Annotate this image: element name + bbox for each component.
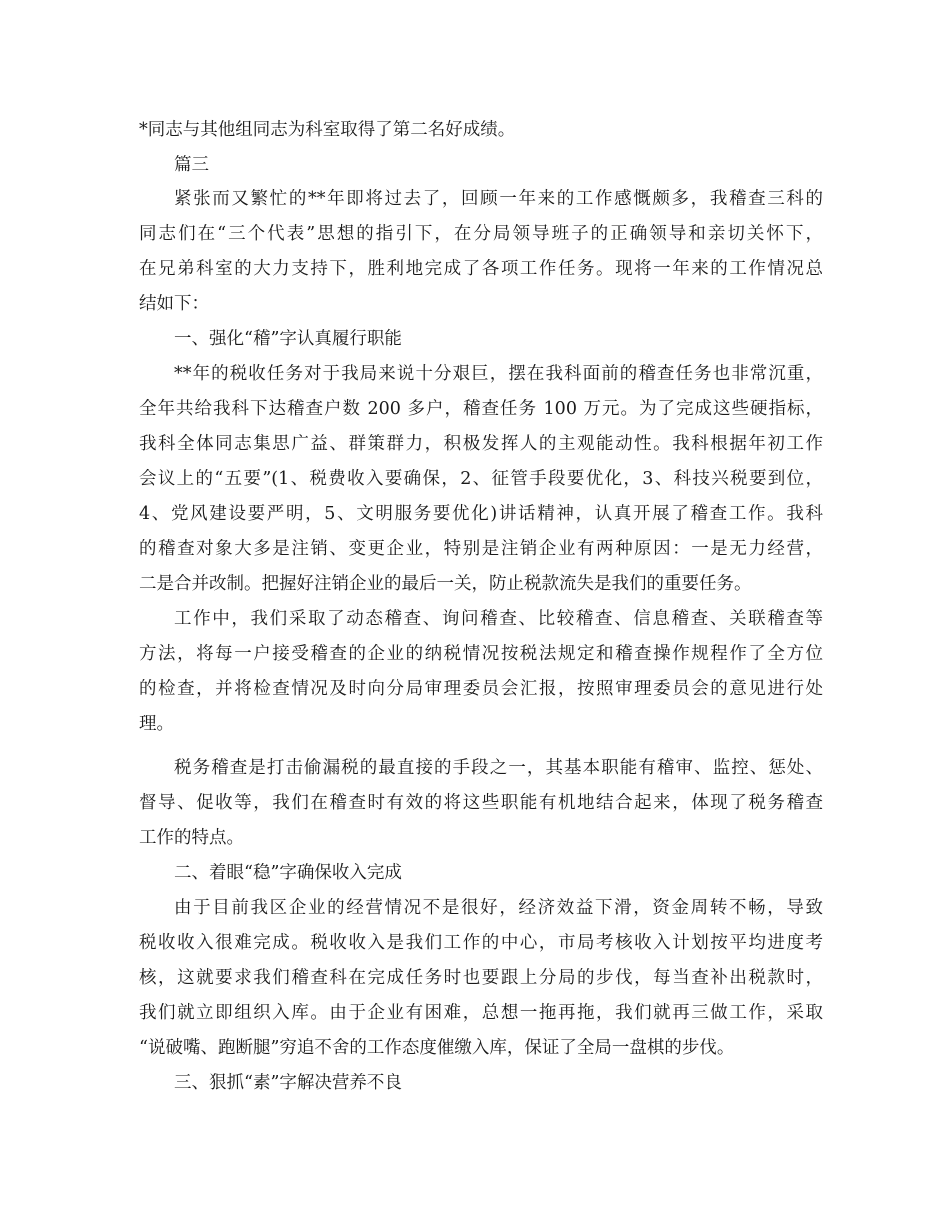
text-line: “说破嘴、跑断腿”穷追不舍的工作态度催缴入库，保证了全局一盘棋的步伐。 [139,1038,735,1058]
section-heading: 篇三 [174,155,209,175]
section-heading: 二、着眼“稳”字确保收入完成 [174,863,402,883]
text-line: 我科全体同志集思广益、群策群力，积极发挥人的主观能动性。我科根据年初工作 [139,434,823,454]
text-line: 紧张而又繁忙的**年即将过去了，回顾一年来的工作感慨颇多，我稽查三科的 [174,189,823,209]
text-line: 结如下： [139,294,209,314]
text-line: 税收收入很难完成。税收收入是我们工作的中心，市局考核收入计划按平均进度考 [139,933,823,953]
text-line: 工作中，我们采取了动态稽查、询问稽查、比较稽查、信息稽查、关联稽查等 [174,609,823,629]
text-line: 核，这就要求我们稽查科在完成任务时也要跟上分局的步伐，每当查补出税款时， [139,968,823,988]
text-line: 在兄弟科室的大力支持下，胜利地完成了各项工作任务。现将一年来的工作情况总 [139,259,823,279]
text-line: 的检查，并将检查情况及时向分局审理委员会汇报，按照审理委员会的意见进行处 [139,679,823,699]
text-line: 由于目前我区企业的经营情况不是很好，经济效益下滑，资金周转不畅，导致 [174,898,823,918]
text-line: **年的税收任务对于我局来说十分艰巨，摆在我科面前的稽查任务也非常沉重， [174,364,823,384]
text-line: 税务稽查是打击偷漏税的最直接的手段之一，其基本职能有稽审、监控、惩处、 [174,758,823,778]
text-line: 我们就立即组织入库。由于企业有困难，总想一拖再拖，我们就再三做工作，采取 [139,1003,823,1023]
text-line: 工作的特点。 [139,828,244,848]
text-line: 的稽查对象大多是注销、变更企业，特别是注销企业有两种原因：一是无力经营， [139,539,823,559]
section-heading: 三、狠抓“素”字解决营养不良 [174,1073,402,1093]
text-line: 督导、促收等，我们在稽查时有效的将这些职能有机地结合起来，体现了税务稽查 [139,793,823,813]
text-line: 全年共给我科下达稽查户数 200 多户，稽查任务 100 万元。为了完成这些硬指标， [139,399,823,419]
section-heading: 一、强化“稽”字认真履行职能 [174,329,402,349]
text-line: 理。 [139,714,174,734]
text-line: 方法，将每一户接受稽查的企业的纳税情况按税法规定和稽查操作规程作了全方位 [139,644,823,664]
text-line: 会议上的“五要”(1、税费收入要确保，2、征管手段要优化，3、科技兴税要到位， [139,469,823,489]
text-line: 二是合并改制。把握好注销企业的最后一关，防止税款流失是我们的重要任务。 [139,574,752,594]
text-line: *同志与其他组同志为科室取得了第二名好成绩。 [139,120,516,140]
text-line: 4、党风建设要严明，5、文明服务要优化)讲话精神，认真开展了稽查工作。我科 [139,504,823,524]
text-line: 同志们在“三个代表”思想的指引下，在分局领导班子的正确领导和亲切关怀下， [139,224,823,244]
